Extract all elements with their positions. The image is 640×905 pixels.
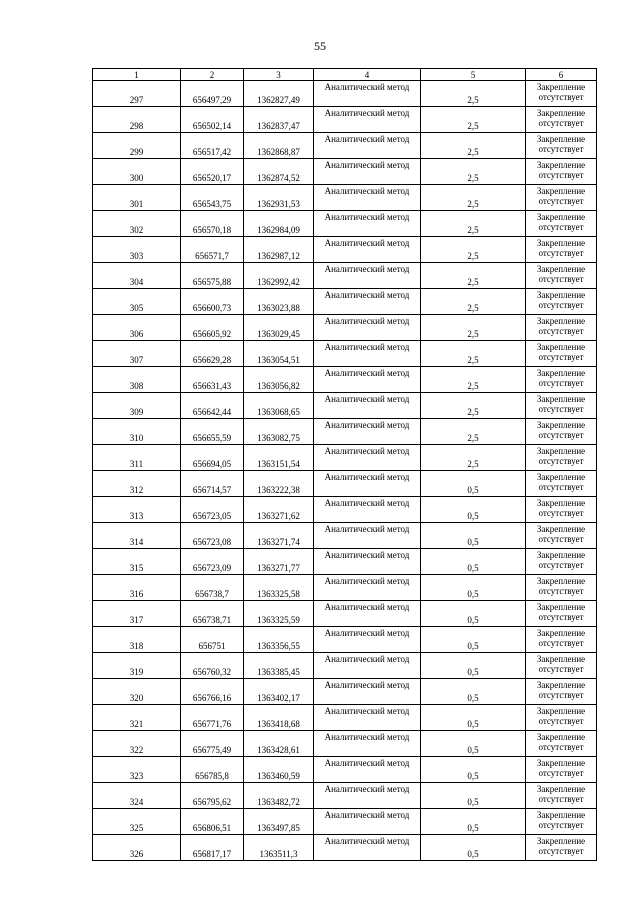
x-coordinate-cell: 656775,49 (181, 731, 244, 757)
table-row (93, 471, 597, 497)
table-row (93, 653, 597, 679)
table-row (93, 549, 597, 575)
point-number-cell: 325 (93, 809, 181, 835)
table-row (93, 575, 597, 601)
point-number-cell: 314 (93, 523, 181, 549)
table-header-row (93, 69, 597, 81)
column-header: 1 (93, 69, 181, 81)
method-cell: Аналитический метод (314, 237, 421, 263)
method-cell: Аналитический метод (314, 289, 421, 315)
method-cell: Аналитический метод (314, 497, 421, 523)
method-cell: Аналитический метод (314, 575, 421, 601)
y-coordinate-cell: 1363428,61 (244, 731, 314, 757)
method-cell: Аналитический метод (314, 679, 421, 705)
fixing-cell: Закрепление отсутствует (526, 679, 597, 705)
y-coordinate-cell: 1363325,59 (244, 601, 314, 627)
table-row (93, 445, 597, 471)
method-cell: Аналитический метод (314, 367, 421, 393)
column-header: 4 (314, 69, 421, 81)
table-row (93, 419, 597, 445)
x-coordinate-cell: 656694,05 (181, 445, 244, 471)
x-coordinate-cell: 656771,76 (181, 705, 244, 731)
fixing-cell: Закрепление отсутствует (526, 757, 597, 783)
fixing-cell: Закрепление отсутствует (526, 81, 597, 107)
accuracy-cell: 0,5 (421, 679, 526, 705)
point-number-cell: 324 (93, 783, 181, 809)
accuracy-cell: 0,5 (421, 601, 526, 627)
fixing-cell: Закрепление отсутствует (526, 575, 597, 601)
table-row (93, 601, 597, 627)
fixing-cell: Закрепление отсутствует (526, 627, 597, 653)
x-coordinate-cell: 656795,62 (181, 783, 244, 809)
x-coordinate-cell: 656517,42 (181, 133, 244, 159)
y-coordinate-cell: 1362931,53 (244, 185, 314, 211)
accuracy-cell: 0,5 (421, 653, 526, 679)
y-coordinate-cell: 1362992,42 (244, 263, 314, 289)
fixing-cell: Закрепление отсутствует (526, 367, 597, 393)
x-coordinate-cell: 656497,29 (181, 81, 244, 107)
x-coordinate-cell: 656817,17 (181, 835, 244, 861)
x-coordinate-cell: 656714,57 (181, 471, 244, 497)
point-number-cell: 305 (93, 289, 181, 315)
accuracy-cell: 2,5 (421, 185, 526, 211)
accuracy-cell: 0,5 (421, 783, 526, 809)
x-coordinate-cell: 656605,92 (181, 315, 244, 341)
x-coordinate-cell: 656642,44 (181, 393, 244, 419)
y-coordinate-cell: 1363271,77 (244, 549, 314, 575)
point-number-cell: 307 (93, 341, 181, 367)
point-number-cell: 320 (93, 679, 181, 705)
table-row (93, 211, 597, 237)
y-coordinate-cell: 1362868,87 (244, 133, 314, 159)
coordinates-table (92, 68, 597, 861)
accuracy-cell: 2,5 (421, 81, 526, 107)
fixing-cell: Закрепление отсутствует (526, 341, 597, 367)
method-cell: Аналитический метод (314, 263, 421, 289)
table-row (93, 185, 597, 211)
fixing-cell: Закрепление отсутствует (526, 159, 597, 185)
fixing-cell: Закрепление отсутствует (526, 211, 597, 237)
y-coordinate-cell: 1363023,88 (244, 289, 314, 315)
method-cell: Аналитический метод (314, 315, 421, 341)
y-coordinate-cell: 1363054,51 (244, 341, 314, 367)
point-number-cell: 298 (93, 107, 181, 133)
method-cell: Аналитический метод (314, 549, 421, 575)
y-coordinate-cell: 1362984,09 (244, 211, 314, 237)
y-coordinate-cell: 1363402,17 (244, 679, 314, 705)
fixing-cell: Закрепление отсутствует (526, 393, 597, 419)
accuracy-cell: 2,5 (421, 263, 526, 289)
point-number-cell: 306 (93, 315, 181, 341)
method-cell: Аналитический метод (314, 627, 421, 653)
method-cell: Аналитический метод (314, 341, 421, 367)
column-header: 2 (181, 69, 244, 81)
fixing-cell: Закрепление отсутствует (526, 445, 597, 471)
table-row (93, 783, 597, 809)
accuracy-cell: 0,5 (421, 705, 526, 731)
table-row (93, 835, 597, 861)
table-row (93, 497, 597, 523)
method-cell: Аналитический метод (314, 393, 421, 419)
column-header: 3 (244, 69, 314, 81)
table-row (93, 315, 597, 341)
table-row (93, 393, 597, 419)
y-coordinate-cell: 1363082,75 (244, 419, 314, 445)
accuracy-cell: 2,5 (421, 367, 526, 393)
method-cell: Аналитический метод (314, 445, 421, 471)
column-header: 5 (421, 69, 526, 81)
accuracy-cell: 2,5 (421, 393, 526, 419)
x-coordinate-cell: 656600,73 (181, 289, 244, 315)
table-row (93, 341, 597, 367)
table-row (93, 679, 597, 705)
accuracy-cell: 2,5 (421, 289, 526, 315)
point-number-cell: 316 (93, 575, 181, 601)
accuracy-cell: 0,5 (421, 471, 526, 497)
point-number-cell: 300 (93, 159, 181, 185)
page-number: 55 (314, 39, 326, 53)
accuracy-cell: 2,5 (421, 107, 526, 133)
method-cell: Аналитический метод (314, 211, 421, 237)
fixing-cell: Закрепление отсутствует (526, 705, 597, 731)
method-cell: Аналитический метод (314, 835, 421, 861)
x-coordinate-cell: 656766,16 (181, 679, 244, 705)
fixing-cell: Закрепление отсутствует (526, 783, 597, 809)
point-number-cell: 304 (93, 263, 181, 289)
y-coordinate-cell: 1363511,3 (244, 835, 314, 861)
point-number-cell: 303 (93, 237, 181, 263)
method-cell: Аналитический метод (314, 107, 421, 133)
x-coordinate-cell: 656738,7 (181, 575, 244, 601)
y-coordinate-cell: 1363151,54 (244, 445, 314, 471)
y-coordinate-cell: 1363418,68 (244, 705, 314, 731)
table-row (93, 237, 597, 263)
point-number-cell: 321 (93, 705, 181, 731)
point-number-cell: 301 (93, 185, 181, 211)
point-number-cell: 323 (93, 757, 181, 783)
method-cell: Аналитический метод (314, 81, 421, 107)
table-body (93, 81, 597, 861)
fixing-cell: Закрепление отсутствует (526, 549, 597, 575)
table-row (93, 263, 597, 289)
point-number-cell: 297 (93, 81, 181, 107)
y-coordinate-cell: 1362827,49 (244, 81, 314, 107)
table-row (93, 81, 597, 107)
fixing-cell: Закрепление отсутствует (526, 289, 597, 315)
method-cell: Аналитический метод (314, 705, 421, 731)
fixing-cell: Закрепление отсутствует (526, 497, 597, 523)
fixing-cell: Закрепление отсутствует (526, 523, 597, 549)
method-cell: Аналитический метод (314, 783, 421, 809)
accuracy-cell: 0,5 (421, 497, 526, 523)
point-number-cell: 317 (93, 601, 181, 627)
table-row (93, 133, 597, 159)
accuracy-cell: 2,5 (421, 211, 526, 237)
fixing-cell: Закрепление отсутствует (526, 263, 597, 289)
x-coordinate-cell: 656785,8 (181, 757, 244, 783)
y-coordinate-cell: 1363271,74 (244, 523, 314, 549)
x-coordinate-cell: 656571,7 (181, 237, 244, 263)
method-cell: Аналитический метод (314, 653, 421, 679)
accuracy-cell: 0,5 (421, 835, 526, 861)
fixing-cell: Закрепление отсутствует (526, 419, 597, 445)
table-row (93, 523, 597, 549)
fixing-cell: Закрепление отсутствует (526, 185, 597, 211)
x-coordinate-cell: 656760,32 (181, 653, 244, 679)
y-coordinate-cell: 1363271,62 (244, 497, 314, 523)
table-row (93, 627, 597, 653)
table-row (93, 159, 597, 185)
accuracy-cell: 0,5 (421, 549, 526, 575)
point-number-cell: 310 (93, 419, 181, 445)
y-coordinate-cell: 1363056,82 (244, 367, 314, 393)
method-cell: Аналитический метод (314, 419, 421, 445)
accuracy-cell: 2,5 (421, 341, 526, 367)
point-number-cell: 326 (93, 835, 181, 861)
y-coordinate-cell: 1363068,65 (244, 393, 314, 419)
accuracy-cell: 0,5 (421, 731, 526, 757)
point-number-cell: 311 (93, 445, 181, 471)
y-coordinate-cell: 1362987,12 (244, 237, 314, 263)
y-coordinate-cell: 1363356,55 (244, 627, 314, 653)
column-header: 6 (526, 69, 597, 81)
method-cell: Аналитический метод (314, 601, 421, 627)
x-coordinate-cell: 656543,75 (181, 185, 244, 211)
method-cell: Аналитический метод (314, 471, 421, 497)
x-coordinate-cell: 656806,51 (181, 809, 244, 835)
table-row (93, 705, 597, 731)
fixing-cell: Закрепление отсутствует (526, 237, 597, 263)
y-coordinate-cell: 1363497,85 (244, 809, 314, 835)
y-coordinate-cell: 1363482,72 (244, 783, 314, 809)
fixing-cell: Закрепление отсутствует (526, 835, 597, 861)
fixing-cell: Закрепление отсутствует (526, 133, 597, 159)
point-number-cell: 309 (93, 393, 181, 419)
point-number-cell: 313 (93, 497, 181, 523)
y-coordinate-cell: 1362874,52 (244, 159, 314, 185)
fixing-cell: Закрепление отсутствует (526, 653, 597, 679)
method-cell: Аналитический метод (314, 523, 421, 549)
accuracy-cell: 0,5 (421, 627, 526, 653)
y-coordinate-cell: 1362837,47 (244, 107, 314, 133)
table-row (93, 289, 597, 315)
point-number-cell: 318 (93, 627, 181, 653)
fixing-cell: Закрепление отсутствует (526, 471, 597, 497)
x-coordinate-cell: 656738,71 (181, 601, 244, 627)
table-row (93, 731, 597, 757)
fixing-cell: Закрепление отсутствует (526, 107, 597, 133)
x-coordinate-cell: 656655,59 (181, 419, 244, 445)
y-coordinate-cell: 1363460,59 (244, 757, 314, 783)
accuracy-cell: 0,5 (421, 809, 526, 835)
method-cell: Аналитический метод (314, 185, 421, 211)
accuracy-cell: 2,5 (421, 133, 526, 159)
fixing-cell: Закрепление отсутствует (526, 601, 597, 627)
y-coordinate-cell: 1363325,58 (244, 575, 314, 601)
x-coordinate-cell: 656723,09 (181, 549, 244, 575)
x-coordinate-cell: 656723,08 (181, 523, 244, 549)
accuracy-cell: 2,5 (421, 445, 526, 471)
table-row (93, 107, 597, 133)
accuracy-cell: 2,5 (421, 315, 526, 341)
x-coordinate-cell: 656570,18 (181, 211, 244, 237)
fixing-cell: Закрепление отсутствует (526, 809, 597, 835)
point-number-cell: 312 (93, 471, 181, 497)
table-row (93, 757, 597, 783)
accuracy-cell: 2,5 (421, 419, 526, 445)
point-number-cell: 319 (93, 653, 181, 679)
method-cell: Аналитический метод (314, 159, 421, 185)
accuracy-cell: 2,5 (421, 237, 526, 263)
point-number-cell: 315 (93, 549, 181, 575)
y-coordinate-cell: 1363385,45 (244, 653, 314, 679)
table-row (93, 367, 597, 393)
method-cell: Аналитический метод (314, 757, 421, 783)
table-row (93, 809, 597, 835)
accuracy-cell: 0,5 (421, 757, 526, 783)
accuracy-cell: 2,5 (421, 159, 526, 185)
point-number-cell: 299 (93, 133, 181, 159)
fixing-cell: Закрепление отсутствует (526, 315, 597, 341)
accuracy-cell: 0,5 (421, 575, 526, 601)
x-coordinate-cell: 656502,14 (181, 107, 244, 133)
x-coordinate-cell: 656575,88 (181, 263, 244, 289)
fixing-cell: Закрепление отсутствует (526, 731, 597, 757)
x-coordinate-cell: 656751 (181, 627, 244, 653)
x-coordinate-cell: 656723,05 (181, 497, 244, 523)
point-number-cell: 308 (93, 367, 181, 393)
x-coordinate-cell: 656631,43 (181, 367, 244, 393)
x-coordinate-cell: 656629,28 (181, 341, 244, 367)
point-number-cell: 302 (93, 211, 181, 237)
y-coordinate-cell: 1363029,45 (244, 315, 314, 341)
x-coordinate-cell: 656520,17 (181, 159, 244, 185)
method-cell: Аналитический метод (314, 809, 421, 835)
point-number-cell: 322 (93, 731, 181, 757)
method-cell: Аналитический метод (314, 133, 421, 159)
method-cell: Аналитический метод (314, 731, 421, 757)
y-coordinate-cell: 1363222,38 (244, 471, 314, 497)
accuracy-cell: 0,5 (421, 523, 526, 549)
